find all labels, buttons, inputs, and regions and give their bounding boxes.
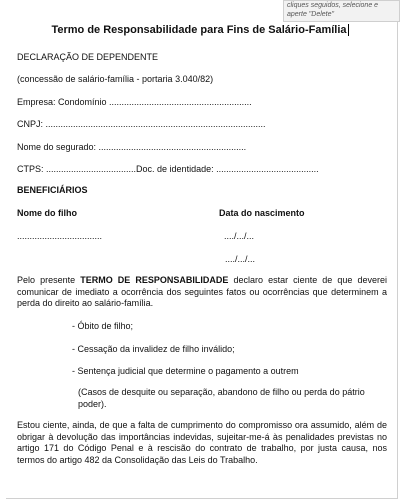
closing-paragraph[interactable]: Estou ciente, ainda, de que a falta de cumprimento do compromisso ora assumido, além de obrigar à devolução das importâncias indevidas, sujeitar-me-á às penalidades previstas no artigo 171 do Código Penal e à rescisão do contrato de trabalho, por justa causa, nos termos do artigo 482 da Consolidação das Leis do Trabalho. [17,420,387,465]
beneficiary-name-blank[interactable]: .................................. [17,231,103,241]
second-date-blank[interactable]: ..../.../... [225,254,256,264]
title-text[interactable]: Termo de Responsabilidade para Fins de Salário-Família [51,24,347,36]
tooltip-line-1: cliques seguidos, selecione e [287,2,379,9]
column-data-nascimento[interactable]: Data do nascimento [219,208,305,218]
para1-bold[interactable]: TERMO DE RESPONSABILIDADE [80,275,229,285]
item-invalidez[interactable]: - Cessação da invalidez de filho inválido; [72,344,235,354]
cnpj-field[interactable]: CNPJ: ........................................................................................ [17,119,266,129]
ctps-field[interactable]: CTPS: .................................... [17,164,137,174]
tooltip-line-2: aperte "Delete" [287,11,334,18]
empresa-field[interactable]: Empresa: Condomínio ......................................................... [17,97,252,107]
para1-prefix[interactable]: Pelo presente [17,275,81,285]
column-nome-filho[interactable]: Nome do filho [17,208,77,218]
declaration-subheading[interactable]: (concessão de salário-família - portaria 3.040/82) [17,74,214,84]
item-obito[interactable]: - Óbito de filho; [72,321,134,331]
doc-identidade-field[interactable]: Doc. de identidade: ......................................... [136,164,319,174]
beneficiarios-heading[interactable]: BENEFICIÁRIOS [17,185,88,195]
beneficiary-date-blank[interactable]: ..../.../... [224,231,255,241]
declaration-heading[interactable]: DECLARAÇÃO DE DEPENDENTE [17,52,159,62]
para1-rest[interactable]: declaro estar ciente de que deverei comunicar de imediato a ocorrência dos seguintes fatos ou ocorrências que determinem a perda do direito ao salário-família. [17,275,388,308]
responsibility-paragraph[interactable] [17,275,387,310]
ctps-line[interactable] [17,164,319,175]
item-sentenca[interactable]: - Sentença judicial que determine o pagamento a outrem [72,366,299,376]
nome-segurado-field[interactable]: Nome do segurado: ........................................................... [17,142,247,152]
document-title[interactable] [0,24,400,36]
tooltip-hint [283,0,400,22]
note-desquite[interactable]: (Casos de desquite ou separação, abandono de filho ou perda do pátrio poder). [78,387,365,409]
